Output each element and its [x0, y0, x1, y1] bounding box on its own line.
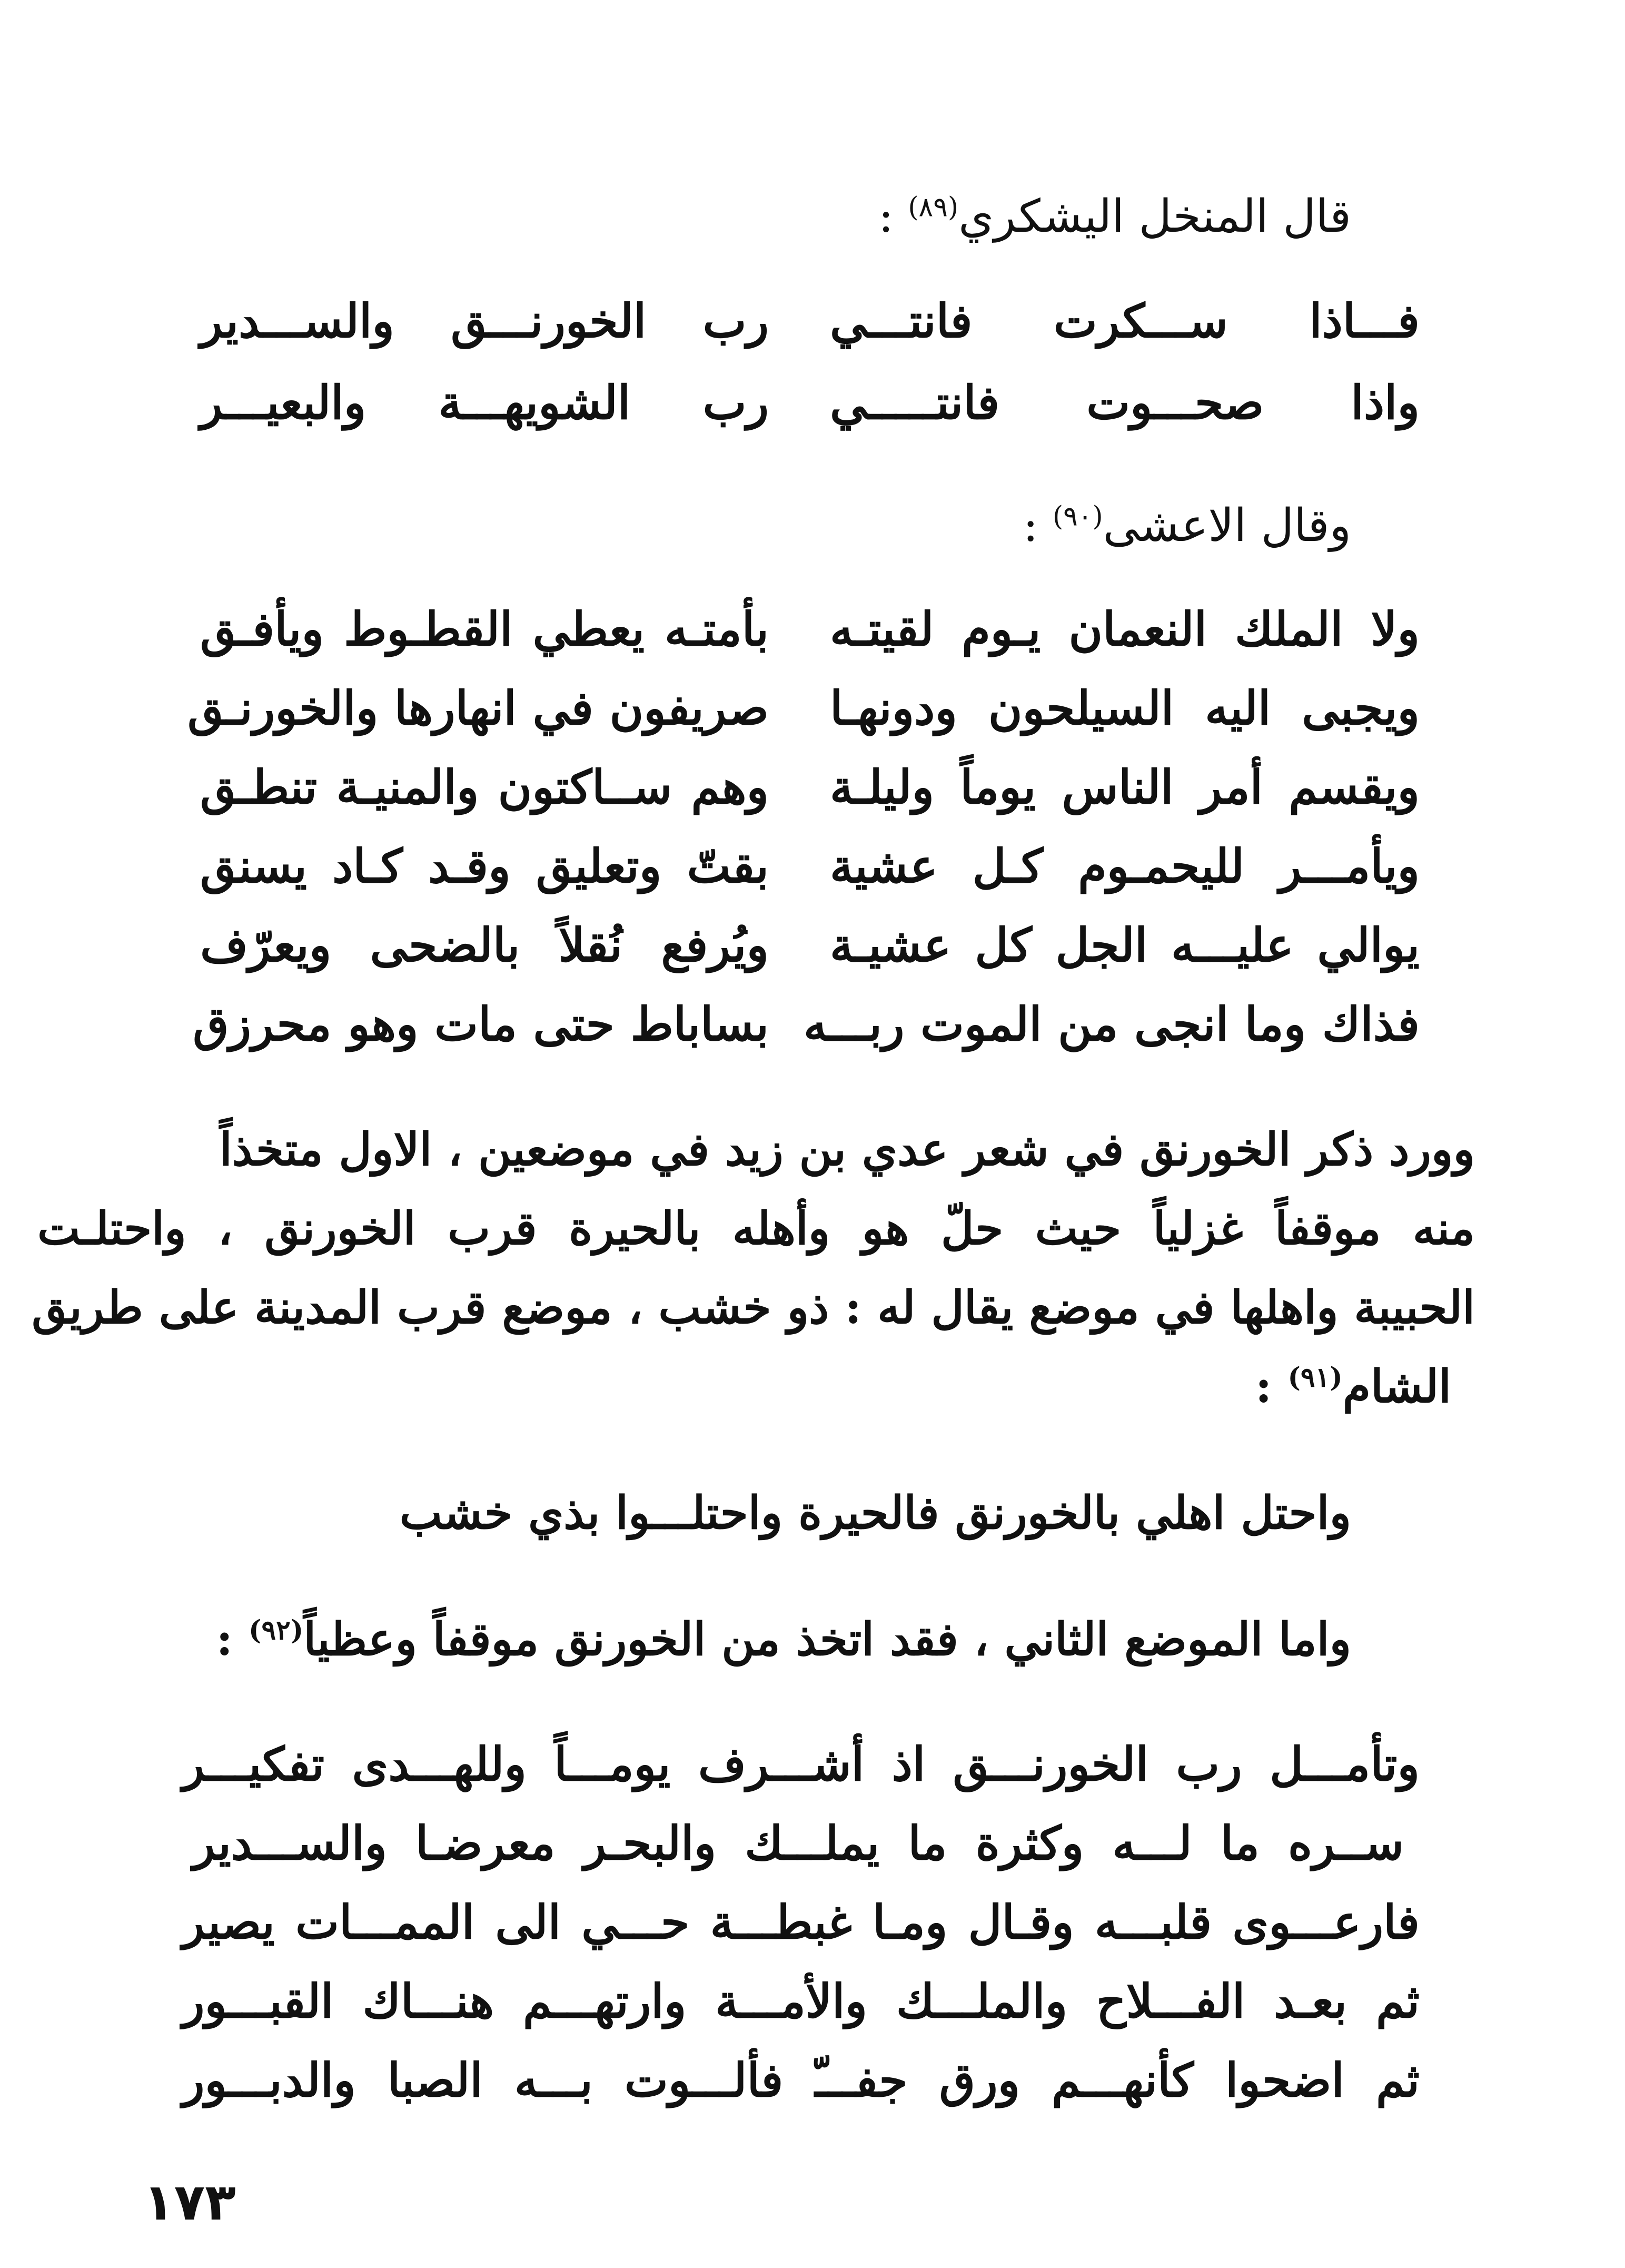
prose-last-text: الشام — [1342, 1360, 1451, 1413]
hemistich-second: رب الخورنـــق والســـدير — [200, 293, 769, 348]
prose-line: منه موقفاً غزلياً حيث حلّ هو وأهله بالحيرة قرب الخورنق ، واحتلـت — [37, 1202, 1475, 1255]
prose-line: وورد ذكر الخورنق في شعر عدي بن زيد في موضعين ، الاول متخذاً — [219, 1123, 1475, 1176]
poem-line: ثم اضحوا كأنهـــم ورق جفـــّ فألـــوت بـــه الصبا والدبـــور — [182, 2053, 1420, 2107]
section2-intro-text: وقال الاعشى — [1103, 499, 1351, 552]
footnote-ref-91: (٩١) — [1287, 1362, 1343, 1394]
poem-line: ثم بعـد الفـــلاح والملـــك والأمـــة وارتهـــم هنـــاك القبـــور — [182, 1974, 1420, 2028]
section3-colon: : — [216, 1613, 233, 1666]
footnote-ref-90: (٩٠) — [1052, 500, 1103, 533]
hemistich-second: وهم ســاكتون والمنيـة تنطـق — [200, 760, 769, 814]
hemistich-second: بساباط حتى مات وهو محرزق — [193, 997, 769, 1051]
section1-intro — [878, 190, 1351, 243]
prose-line: الحبيبة واهلها في موضع يقال له : ذو خشب ، موضع قرب المدينة على طريق — [32, 1281, 1475, 1334]
hemistich-second: رب الشويهـــة والبعيـــر — [200, 375, 769, 430]
hemistich-second: بأمتـه يعطي القطـوط ويأفـق — [200, 601, 769, 656]
hemistich-second: ويُرفع نُقلاً بالضحى ويعرّف — [200, 918, 769, 972]
hemistich-first: ويأمـــر لليحمـوم كـل عشية — [830, 839, 1420, 893]
footnote-ref-92: (٩٢) — [249, 1614, 304, 1646]
hemistich-first: فذاك وما انجى من الموت ربـــه — [803, 997, 1420, 1051]
hemistich-first: واذا صحـــوت فانتـــــي — [830, 375, 1420, 430]
prose-last-line — [1255, 1360, 1451, 1413]
section1-colon: : — [878, 190, 894, 243]
hemistich-first: ويقسم أمر الناس يوماً وليلـة — [830, 760, 1420, 814]
section3-intro — [216, 1613, 1351, 1666]
prose-colon: : — [1255, 1360, 1272, 1413]
verse-line: واحتل اهلي بالخورنق فالحيرة واحتلـــوا بذي خشب — [399, 1486, 1351, 1540]
poem-line: فارعـــوى قلبـــه وقـال ومـا غبطـــة حـــي الى الممـــات يصير — [182, 1895, 1420, 1949]
hemistich-second: بقتّ وتعليق وقـد كـاد يسنق — [200, 839, 769, 893]
hemistich-first: ويجبى اليه السيلحون ودونهـا — [830, 681, 1420, 735]
hemistich-first: فـــاذا ســـكرت فانتـــي — [830, 293, 1420, 348]
section2-colon: : — [1023, 499, 1038, 552]
poem-line: ســره ما لـــه وكثرة ما يملـــك والبحـر معرضـا والســـدير — [193, 1816, 1404, 1870]
section1-intro-text: قال المنخل اليشكري — [958, 190, 1351, 243]
poem-line: وتأمـــل رب الخورنـــق اذ أشـــرف يومـــاً وللهـــدى تفكيـــر — [182, 1737, 1420, 1791]
hemistich-first: يوالي عليـــه الجل كل عشيـة — [830, 918, 1420, 972]
hemistich-second: صريفون في انهارها والخورنـق — [187, 681, 769, 735]
section3-intro-text: واما الموضع الثاني ، فقد اتخذ من الخورنق موقفاً وعظياً — [303, 1613, 1351, 1666]
footnote-ref-89: (٨٩) — [908, 191, 959, 223]
section2-intro — [1023, 499, 1351, 552]
page-number: ١٧٣ — [143, 2173, 236, 2232]
hemistich-first: ولا الملك النعمان يـوم لقيتـه — [830, 601, 1420, 656]
